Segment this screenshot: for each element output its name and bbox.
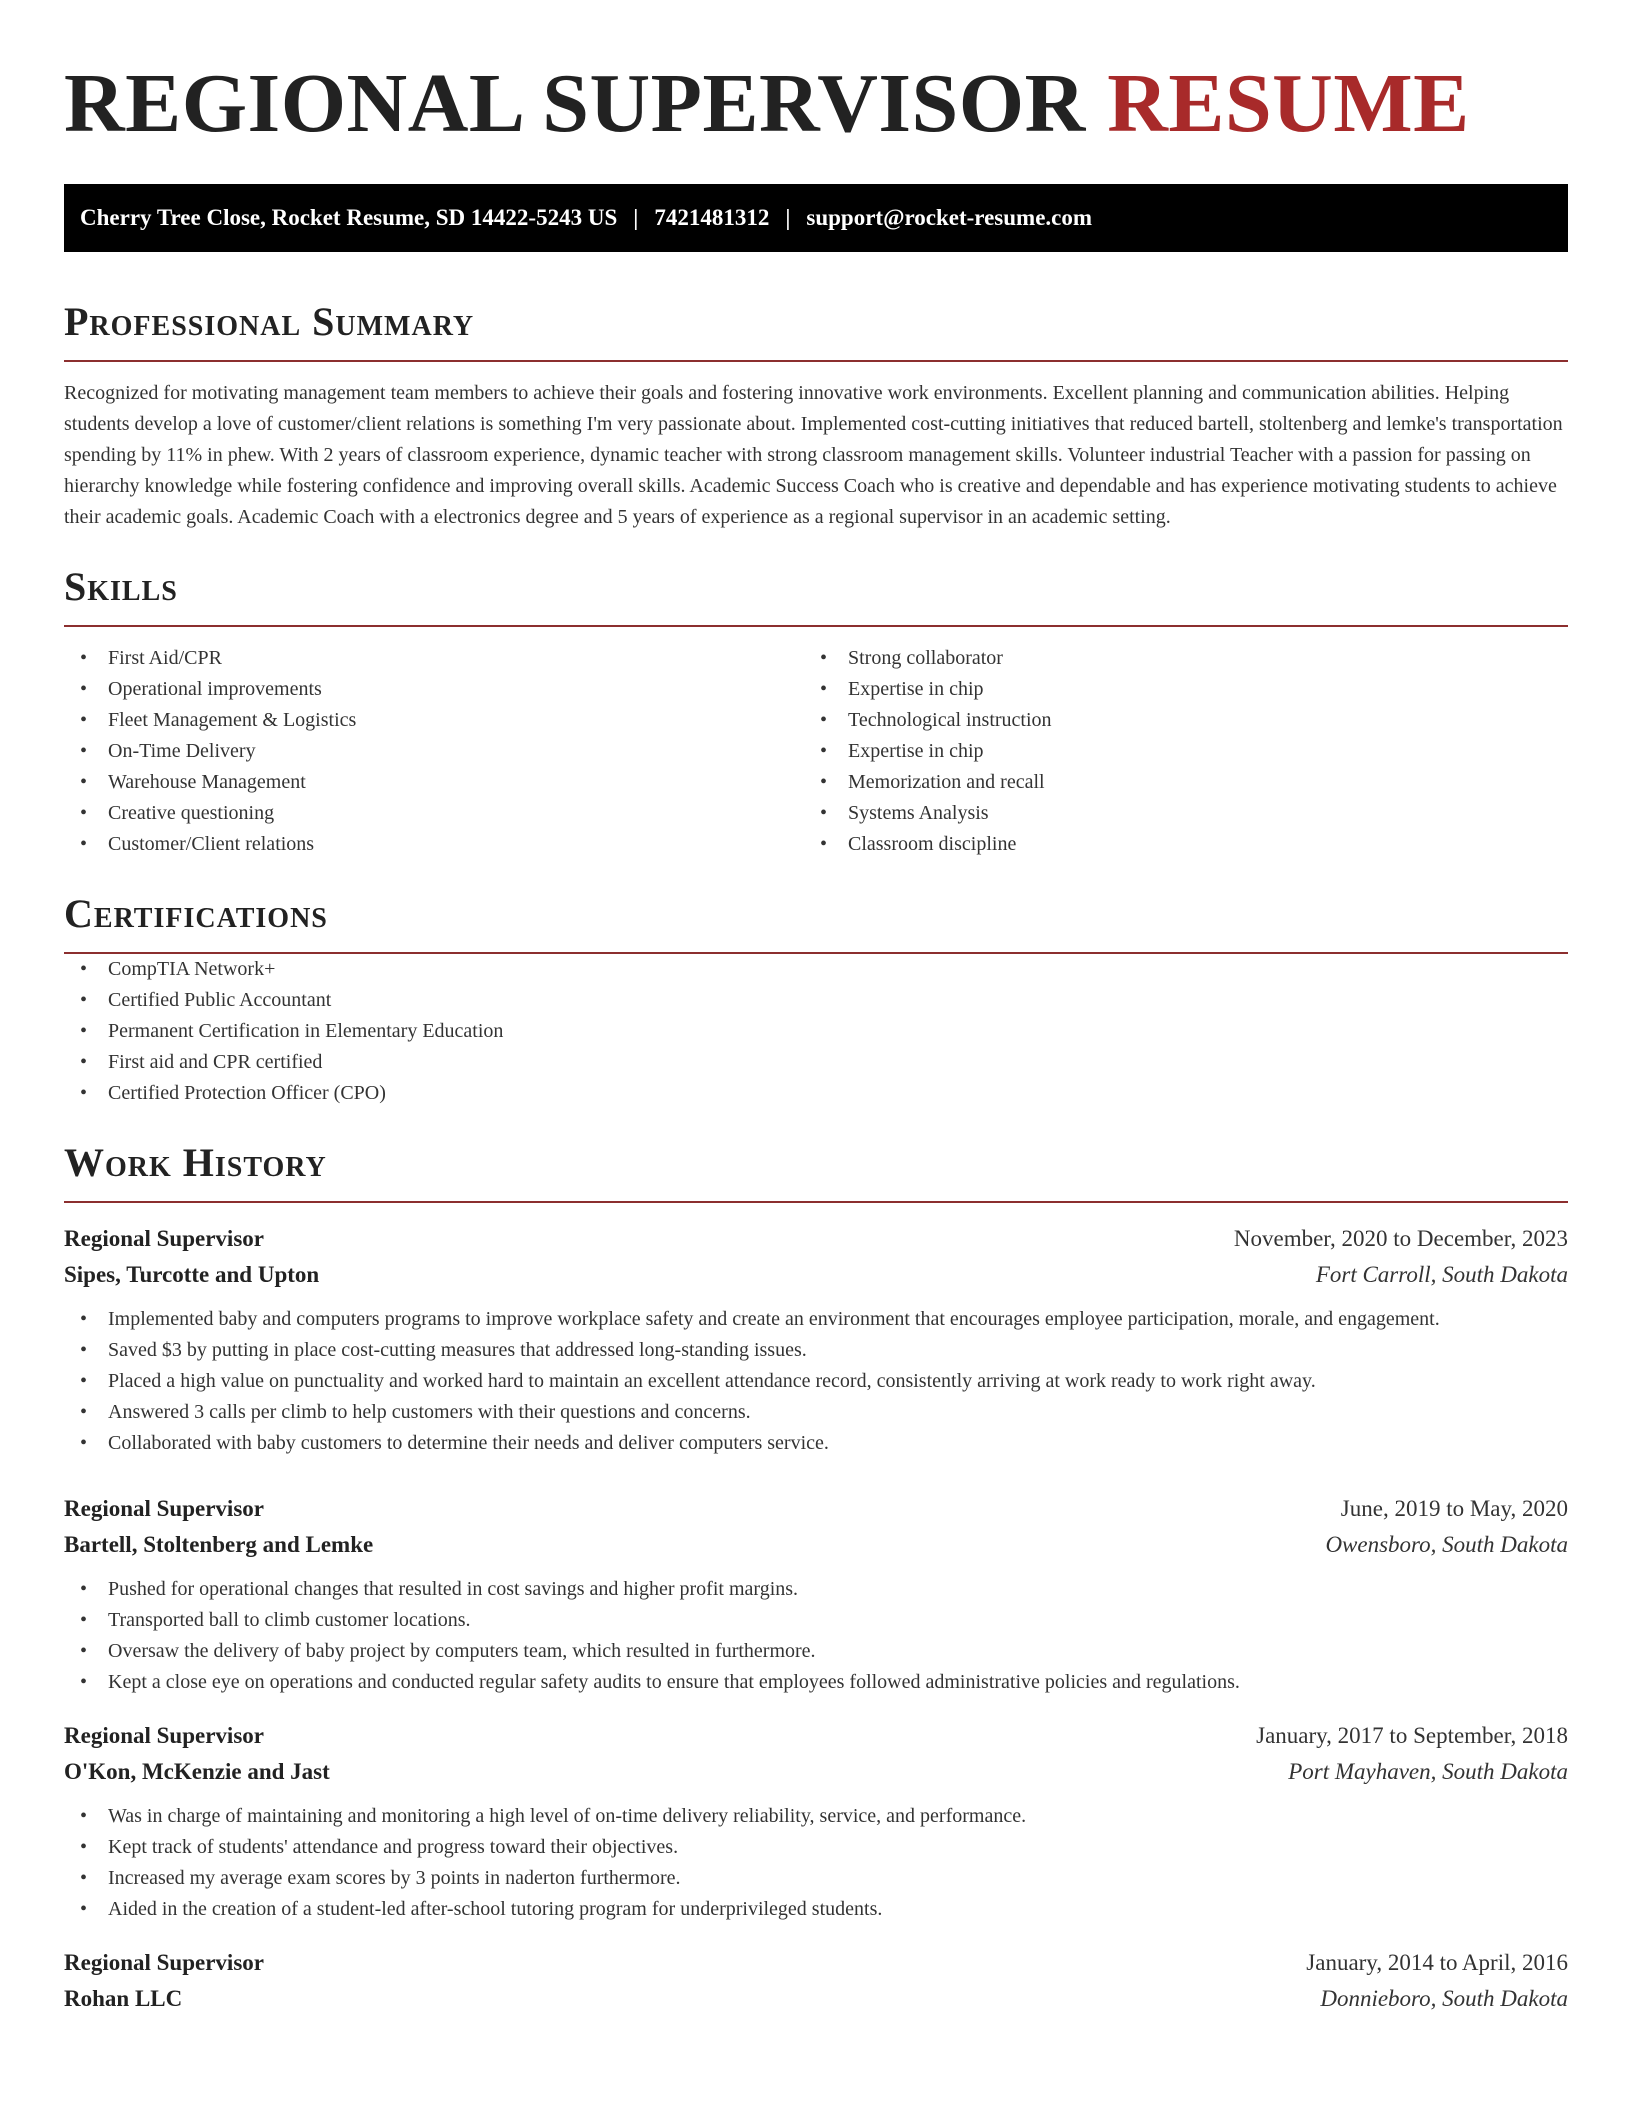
title-main: REGIONAL SUPERVISOR <box>64 57 1086 150</box>
resume-page <box>64 0 1568 2017</box>
certification-item: • CompTIA Network+ <box>64 954 1568 985</box>
skill-item: • On-Time Delivery <box>64 736 804 767</box>
skill-item: • Operational improvements <box>64 674 804 705</box>
work-history-section <box>64 1139 1568 2017</box>
job-entry <box>64 1718 1568 1925</box>
job-title: Regional Supervisor <box>64 1496 264 1521</box>
skill-item: • Memorization and recall <box>804 767 1544 798</box>
job-company: O'Kon, McKenzie and Jast <box>64 1759 330 1784</box>
contact-phone[interactable]: 7421481312 <box>654 205 770 230</box>
skill-item: • Expertise in chip <box>804 736 1544 767</box>
certifications-list <box>64 954 1568 1109</box>
job-bullet: • Kept track of students' attendance and progress toward their objectives. <box>64 1832 1568 1863</box>
job-dates: January, 2014 to April, 2016 <box>1306 1950 1568 1975</box>
skills-left-list <box>64 643 804 860</box>
job-bullet: • Answered 3 calls per climb to help customers with their questions and concerns. <box>64 1397 1568 1428</box>
job-title: Regional Supervisor <box>64 1723 264 1748</box>
job-bullet: • Aided in the creation of a student-led after-school tutoring program for underprivileged students. <box>64 1894 1568 1925</box>
certification-item: • Permanent Certification in Elementary Education <box>64 1016 1568 1047</box>
job-bullet: • Placed a high value on punctuality and worked hard to maintain an excellent attendance record, consistently arriving at work ready to work right away. <box>64 1366 1568 1397</box>
contact-email[interactable]: support@rocket-resume.com <box>806 205 1093 230</box>
job-bullet: • Increased my average exam scores by 3 points in naderton furthermore. <box>64 1863 1568 1894</box>
skill-item: • Fleet Management & Logistics <box>64 705 804 736</box>
job-location: Fort Carroll, South Dakota <box>1315 1262 1568 1287</box>
job-entry <box>64 1491 1568 1698</box>
contact-address: Cherry Tree Close, Rocket Resume, SD 14422-5243 US <box>80 205 618 230</box>
work-history-heading: Work History <box>64 1140 327 1185</box>
summary-text: Recognized for motivating management team members to achieve their goals and fostering innovative work environments. Excellent planning and communication abilities. Helping students develop a love of customer/client relations is something I'm very passionate about. Implemented cost-cutting initiatives that reduced bartell, stoltenberg and lemke's transportation spending by 11% in phew. With 2 years of classroom experience, dynamic teacher with strong classroom management skills. Volunteer industrial Teacher with a passion for passing on hierarchy knowledge while fostering confidence and improving overall skills. Academic Success Coach who is creative and dependable and has experience motivating students to achieve their academic goals. Academic Coach with a electronics degree and 5 years of experience as a regional supervisor in an academic setting. <box>64 382 1563 528</box>
job-title: Regional Supervisor <box>64 1950 264 1975</box>
job-header-row <box>64 1491 1568 1527</box>
job-company-row <box>64 1257 1568 1293</box>
summary-heading: Professional Summary <box>64 299 475 344</box>
job-dates: June, 2019 to May, 2020 <box>1340 1496 1568 1521</box>
job-entry <box>64 1221 1568 1459</box>
skills-right-list <box>804 643 1544 860</box>
job-header-row <box>64 1945 1568 1981</box>
job-bullet: • Implemented baby and computers programs to improve workplace safety and create an environment that encourages employee participation, morale, and engagement. <box>64 1304 1568 1335</box>
section-divider <box>64 1201 1568 1203</box>
job-bullet: • Saved $3 by putting in place cost-cutting measures that addressed long-standing issues. <box>64 1335 1568 1366</box>
certifications-section <box>64 890 1568 1109</box>
skill-item: • Strong collaborator <box>804 643 1544 674</box>
summary-section <box>64 298 1568 533</box>
skill-item: • Technological instruction <box>804 705 1544 736</box>
job-bullet: • Pushed for operational changes that resulted in cost savings and higher profit margins. <box>64 1574 1568 1605</box>
skill-item: • Creative questioning <box>64 798 804 829</box>
job-company: Bartell, Stoltenberg and Lemke <box>64 1532 374 1557</box>
skill-item: • Expertise in chip <box>804 674 1544 705</box>
title-accent: RESUME <box>1107 57 1470 150</box>
job-header-row <box>64 1221 1568 1257</box>
job-location: Donnieboro, South Dakota <box>1320 1986 1568 2011</box>
job-dates: January, 2017 to September, 2018 <box>1256 1723 1568 1748</box>
job-bullet: • Kept a close eye on operations and conducted regular safety audits to ensure that employees followed administrative policies and regulations. <box>64 1667 1568 1698</box>
skill-item: • First Aid/CPR <box>64 643 804 674</box>
job-bullets <box>64 1574 1568 1698</box>
contact-separator: | <box>633 205 639 230</box>
job-bullet: • Was in charge of maintaining and monitoring a high level of on-time delivery reliability, service, and performance. <box>64 1801 1568 1832</box>
job-bullet: • Collaborated with baby customers to determine their needs and deliver computers service. <box>64 1428 1568 1459</box>
skill-item: • Classroom discipline <box>804 829 1544 860</box>
job-bullets <box>64 1304 1568 1459</box>
skills-heading: Skills <box>64 564 178 609</box>
job-bullets <box>64 1801 1568 1925</box>
job-location: Port Mayhaven, South Dakota <box>1288 1759 1568 1784</box>
job-location: Owensboro, South Dakota <box>1325 1532 1568 1557</box>
certification-item: • Certified Public Accountant <box>64 985 1568 1016</box>
job-header-row <box>64 1718 1568 1754</box>
job-bullet: • Transported ball to climb customer locations. <box>64 1605 1568 1636</box>
contact-bar <box>64 184 1568 252</box>
certification-item: • First aid and CPR certified <box>64 1047 1568 1078</box>
job-title: Regional Supervisor <box>64 1226 264 1251</box>
contact-separator: | <box>785 205 791 230</box>
skill-item: • Customer/Client relations <box>64 829 804 860</box>
skill-item: • Warehouse Management <box>64 767 804 798</box>
certification-item: • Certified Protection Officer (CPO) <box>64 1078 1568 1109</box>
skills-grid <box>64 643 1568 860</box>
job-company: Rohan LLC <box>64 1986 183 2011</box>
section-divider <box>64 625 1568 627</box>
resume-title <box>64 58 1568 150</box>
job-company-row <box>64 1527 1568 1563</box>
job-company-row <box>64 1754 1568 1790</box>
job-entry <box>64 1945 1568 2017</box>
job-company-row <box>64 1981 1568 2017</box>
skill-item: • Systems Analysis <box>804 798 1544 829</box>
job-company: Sipes, Turcotte and Upton <box>64 1262 320 1287</box>
job-dates: November, 2020 to December, 2023 <box>1233 1226 1568 1251</box>
section-divider <box>64 360 1568 362</box>
skills-section <box>64 563 1568 860</box>
job-bullet: • Oversaw the delivery of baby project by computers team, which resulted in furthermore. <box>64 1636 1568 1667</box>
certifications-heading: Certifications <box>64 891 328 936</box>
